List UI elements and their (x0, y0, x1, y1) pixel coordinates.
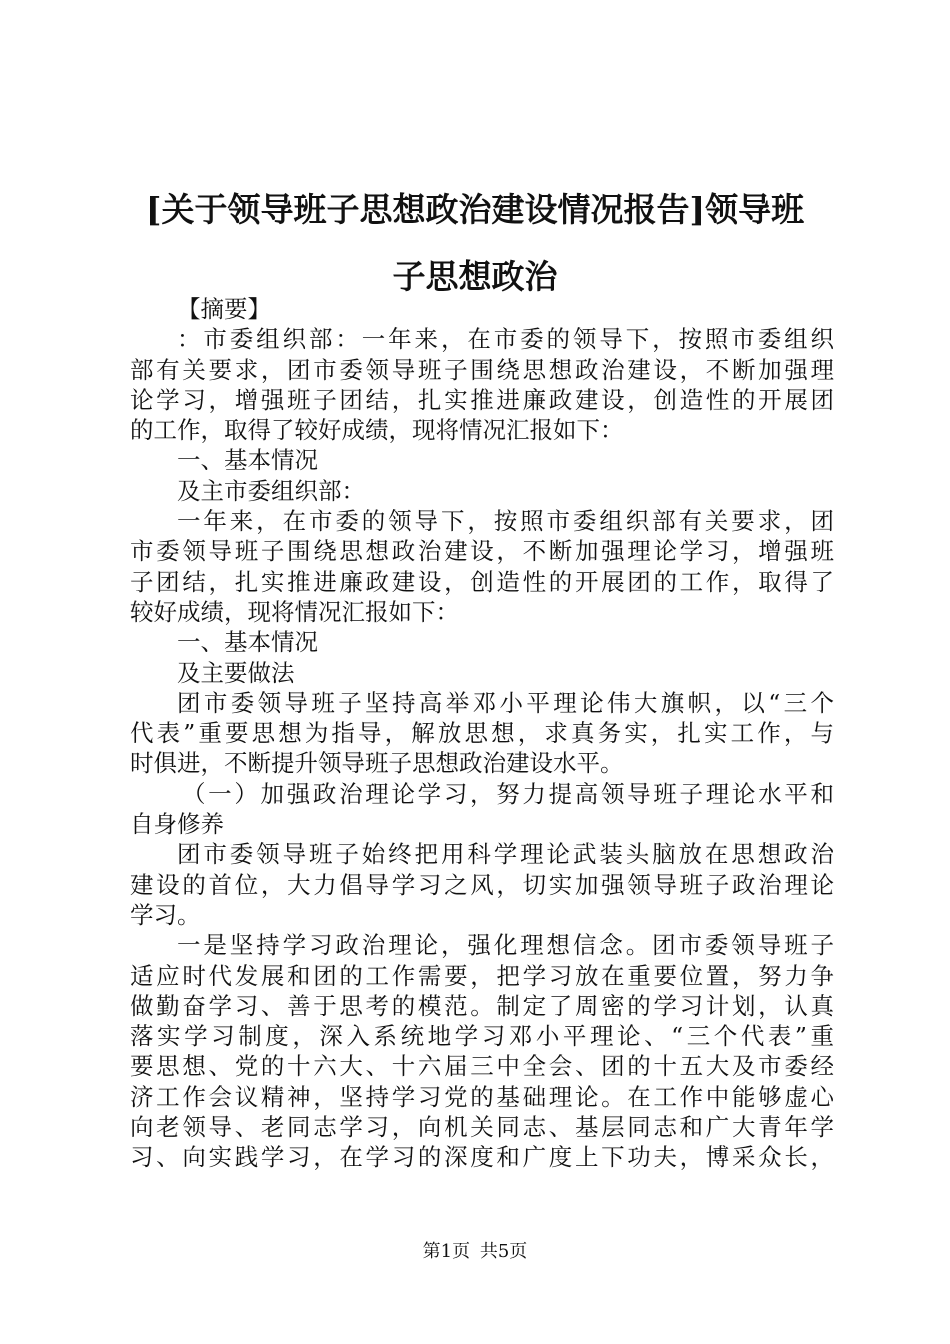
paragraph-line: 做勤奋学习、善于思考的模范。制定了周密的学习计划，认真 (130, 991, 834, 1020)
document-title (120, 176, 830, 310)
title-line-2: 子思想政治 (392, 257, 558, 296)
paragraph-line: 市委领导班子围绕思想政治建设，不断加强理论学习，增强班 (130, 537, 834, 566)
paragraph-line: 向老领导、老同志学习，向机关同志、基层同志和广大青年学 (130, 1113, 834, 1142)
document-body (130, 294, 834, 1173)
abstract-heading: 【摘要】 (177, 295, 271, 323)
paragraph-line: 论学习，增强班子团结，扎实推进廉政建设，创造性的开展团 (130, 385, 834, 414)
title-line-1: [关于领导班子思想政治建设情况报告]领导班 (145, 190, 805, 229)
paragraph-line: 的工作，取得了较好成绩，现将情况汇报如下： (130, 416, 624, 445)
paragraph-line: 一年来，在市委的领导下，按照市委组织部有关要求，团 (177, 507, 834, 536)
page-number: 第1页 (422, 1241, 471, 1262)
paragraph-line: 要思想、党的十六大、十六届三中全会、团的十五大及市委经 (130, 1052, 834, 1081)
paragraph-line: ：市委组织部：一年来，在市委的领导下，按照市委组织 (177, 325, 834, 354)
paragraph-line: 部有关要求，团市委领导班子围绕思想政治建设，不断加强理 (130, 355, 834, 384)
paragraph-line: 较好成绩，现将情况汇报如下： (130, 597, 459, 626)
paragraph-line: 团市委领导班子坚持高举邓小平理论伟大旗帜，以“三个 (177, 688, 834, 717)
page-footer (0, 1240, 950, 1264)
page-total: 共5页 (479, 1241, 528, 1262)
paragraph-line: 济工作会议精神，坚持学习党的基础理论。在工作中能够虚心 (130, 1082, 834, 1111)
subsection-heading: （一）加强政治理论学习，努力提高领导班子理论水平和 (182, 779, 834, 808)
section-heading: 一、基本情况 (177, 446, 318, 475)
paragraph-line: 适应时代发展和团的工作需要，把学习放在重要位置，努力争 (130, 961, 834, 990)
paragraph-line: 子团结，扎实推进廉政建设，创造性的开展团的工作，取得了 (130, 567, 834, 596)
subsection-heading-cont: 自身修养 (130, 810, 224, 839)
paragraph-line: 学习。 (130, 900, 201, 929)
paragraph-line: 落实学习制度，深入系统地学习邓小平理论、“三个代表”重 (130, 1022, 834, 1051)
paragraph-line: 习、向实践学习，在学习的深度和广度上下功夫，博采众长， (130, 1143, 834, 1172)
paragraph-line: 及主市委组织部： (177, 476, 365, 505)
paragraph-line: 时俱进，不断提升领导班子思想政治建设水平。 (130, 749, 624, 778)
paragraph-line: 及主要做法 (177, 658, 295, 687)
section-heading: 一、基本情况 (177, 628, 318, 657)
paragraph-line: 代表”重要思想为指导，解放思想，求真务实，扎实工作，与 (130, 719, 834, 748)
paragraph-line: 团市委领导班子始终把用科学理论武装头脑放在思想政治 (177, 840, 834, 869)
paragraph-line: 建设的首位，大力倡导学习之风，切实加强领导班子政治理论 (130, 870, 834, 899)
paragraph-line: 一是坚持学习政治理论，强化理想信念。团市委领导班子 (177, 931, 834, 960)
